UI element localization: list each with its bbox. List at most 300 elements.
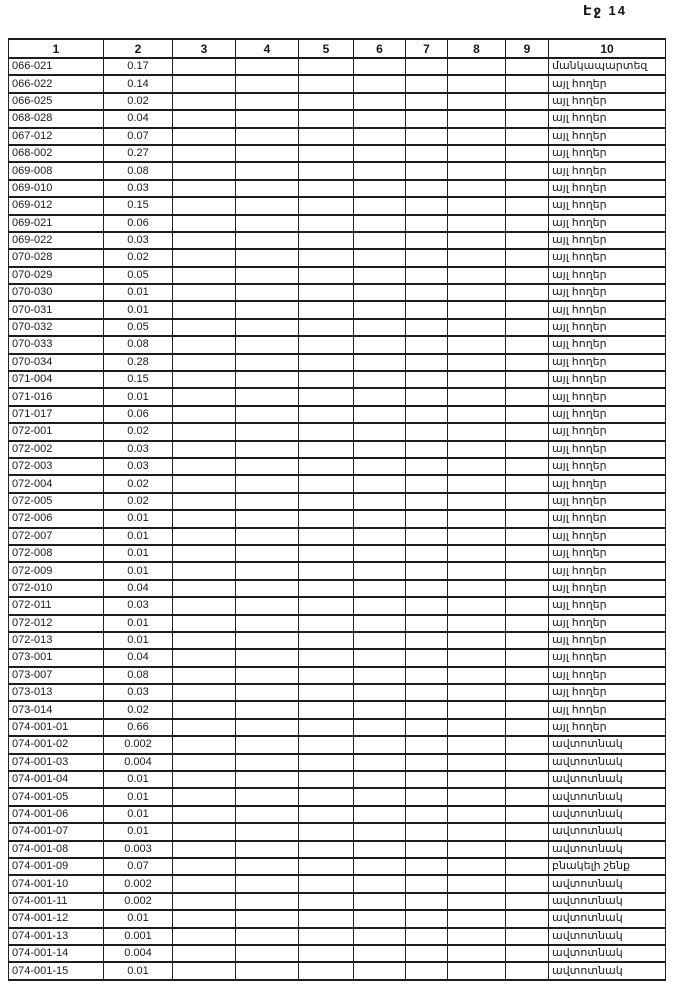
table-row xyxy=(9,145,666,162)
cell-empty-3 xyxy=(173,371,236,388)
cell-empty-4 xyxy=(236,301,299,318)
cell-empty-7 xyxy=(406,110,448,127)
cell-empty-5 xyxy=(299,632,354,649)
cell-empty-7 xyxy=(406,406,448,423)
cell-empty-5 xyxy=(299,301,354,318)
cell-empty-5 xyxy=(299,249,354,266)
cell-empty-8 xyxy=(448,910,506,927)
cell-empty-3 xyxy=(173,754,236,771)
cell-empty-5 xyxy=(299,215,354,232)
cell-empty-3 xyxy=(173,701,236,718)
cell-empty-7 xyxy=(406,615,448,632)
cell-empty-5 xyxy=(299,736,354,753)
cell-empty-4 xyxy=(236,75,299,92)
cell-empty-9 xyxy=(506,336,549,353)
cell-empty-7 xyxy=(406,875,448,892)
cell-empty-9 xyxy=(506,475,549,492)
cell-empty-3 xyxy=(173,75,236,92)
cell-empty-5 xyxy=(299,580,354,597)
table-row xyxy=(9,962,666,979)
cell-empty-8 xyxy=(448,475,506,492)
cell-empty-5 xyxy=(299,406,354,423)
cell-land-use: այլ հողեր xyxy=(549,110,666,127)
cell-empty-5 xyxy=(299,875,354,892)
cell-empty-5 xyxy=(299,128,354,145)
cell-land-use: այլ հողեր xyxy=(549,75,666,92)
cell-land-use: այլ հողեր xyxy=(549,510,666,527)
cell-empty-4 xyxy=(236,336,299,353)
cell-empty-8 xyxy=(448,580,506,597)
cell-empty-7 xyxy=(406,336,448,353)
cell-area-value: 0.03 xyxy=(104,684,173,701)
cell-empty-4 xyxy=(236,580,299,597)
cell-area-value: 0.01 xyxy=(104,771,173,788)
cell-empty-4 xyxy=(236,423,299,440)
cell-empty-6 xyxy=(354,180,406,197)
cell-area-value: 0.02 xyxy=(104,423,173,440)
cell-land-use: այլ հողեր xyxy=(549,371,666,388)
cell-empty-9 xyxy=(506,893,549,910)
cell-empty-3 xyxy=(173,336,236,353)
cell-parcel-code: 072-008 xyxy=(9,545,104,562)
cell-parcel-code: 073-013 xyxy=(9,684,104,701)
cell-land-use: այլ հողեր xyxy=(549,232,666,249)
cell-empty-4 xyxy=(236,354,299,371)
cell-empty-5 xyxy=(299,719,354,736)
cell-parcel-code: 074-001-08 xyxy=(9,841,104,858)
cell-empty-6 xyxy=(354,562,406,579)
cell-empty-3 xyxy=(173,649,236,666)
cell-empty-9 xyxy=(506,267,549,284)
cell-empty-7 xyxy=(406,528,448,545)
cell-empty-3 xyxy=(173,945,236,962)
cell-land-use: այլ հողեր xyxy=(549,301,666,318)
cell-empty-8 xyxy=(448,875,506,892)
table-row xyxy=(9,336,666,353)
cell-area-value: 0.07 xyxy=(104,128,173,145)
cell-land-use: այլ հողեր xyxy=(549,145,666,162)
cell-empty-9 xyxy=(506,388,549,405)
cell-parcel-code: 066-022 xyxy=(9,75,104,92)
cell-empty-8 xyxy=(448,701,506,718)
cell-empty-9 xyxy=(506,301,549,318)
cell-parcel-code: 074-001-05 xyxy=(9,788,104,805)
table-row xyxy=(9,893,666,910)
cell-empty-5 xyxy=(299,893,354,910)
cell-empty-7 xyxy=(406,249,448,266)
cell-land-use: ավտոտնակ xyxy=(549,754,666,771)
cell-land-use: ավտոտնակ xyxy=(549,788,666,805)
cell-empty-9 xyxy=(506,736,549,753)
table-row xyxy=(9,458,666,475)
cell-area-value: 0.28 xyxy=(104,354,173,371)
cell-empty-5 xyxy=(299,823,354,840)
table-row xyxy=(9,528,666,545)
cell-empty-6 xyxy=(354,232,406,249)
cell-parcel-code: 070-033 xyxy=(9,336,104,353)
cell-empty-3 xyxy=(173,597,236,614)
cell-empty-5 xyxy=(299,93,354,110)
table-row xyxy=(9,945,666,962)
cell-area-value: 0.66 xyxy=(104,719,173,736)
cell-empty-8 xyxy=(448,441,506,458)
cell-empty-8 xyxy=(448,215,506,232)
cell-empty-3 xyxy=(173,458,236,475)
cell-empty-4 xyxy=(236,249,299,266)
cell-area-value: 0.02 xyxy=(104,701,173,718)
cell-empty-6 xyxy=(354,267,406,284)
cell-empty-4 xyxy=(236,371,299,388)
table-row xyxy=(9,545,666,562)
cell-empty-7 xyxy=(406,945,448,962)
cell-area-value: 0.14 xyxy=(104,75,173,92)
cell-empty-4 xyxy=(236,110,299,127)
cell-empty-6 xyxy=(354,145,406,162)
cell-area-value: 0.01 xyxy=(104,301,173,318)
cell-empty-7 xyxy=(406,841,448,858)
cell-area-value: 0.07 xyxy=(104,858,173,875)
cell-empty-8 xyxy=(448,945,506,962)
table-row xyxy=(9,493,666,510)
table-row xyxy=(9,597,666,614)
cell-empty-9 xyxy=(506,197,549,214)
cell-land-use: այլ հողեր xyxy=(549,684,666,701)
cell-empty-4 xyxy=(236,58,299,75)
cell-land-use: այլ հողեր xyxy=(549,267,666,284)
cell-empty-8 xyxy=(448,319,506,336)
cell-empty-9 xyxy=(506,371,549,388)
cell-empty-7 xyxy=(406,597,448,614)
cell-empty-3 xyxy=(173,719,236,736)
cell-parcel-code: 072-007 xyxy=(9,528,104,545)
cell-empty-7 xyxy=(406,232,448,249)
cell-empty-9 xyxy=(506,597,549,614)
cell-empty-8 xyxy=(448,406,506,423)
cell-land-use: այլ հողեր xyxy=(549,545,666,562)
cell-empty-8 xyxy=(448,336,506,353)
cell-empty-3 xyxy=(173,545,236,562)
cell-land-use: այլ հողեր xyxy=(549,562,666,579)
cell-empty-9 xyxy=(506,754,549,771)
cell-empty-5 xyxy=(299,684,354,701)
cell-empty-4 xyxy=(236,93,299,110)
cell-empty-3 xyxy=(173,493,236,510)
cell-empty-5 xyxy=(299,284,354,301)
cell-land-use: այլ հողեր xyxy=(549,441,666,458)
cell-parcel-code: 071-016 xyxy=(9,388,104,405)
cell-empty-7 xyxy=(406,93,448,110)
column-header-3: 3 xyxy=(173,39,236,58)
cell-empty-6 xyxy=(354,528,406,545)
cell-land-use: այլ հողեր xyxy=(549,475,666,492)
table-row xyxy=(9,180,666,197)
cell-empty-9 xyxy=(506,928,549,945)
cell-parcel-code: 074-001-15 xyxy=(9,962,104,979)
cell-empty-7 xyxy=(406,649,448,666)
cell-empty-3 xyxy=(173,875,236,892)
cell-empty-8 xyxy=(448,841,506,858)
cell-empty-7 xyxy=(406,180,448,197)
cell-area-value: 0.06 xyxy=(104,215,173,232)
cell-empty-7 xyxy=(406,354,448,371)
cell-empty-4 xyxy=(236,823,299,840)
cell-parcel-code: 074-001-09 xyxy=(9,858,104,875)
cell-empty-7 xyxy=(406,510,448,527)
cell-empty-9 xyxy=(506,945,549,962)
cell-empty-5 xyxy=(299,510,354,527)
cell-empty-8 xyxy=(448,58,506,75)
cell-land-use: այլ հողեր xyxy=(549,197,666,214)
cell-empty-8 xyxy=(448,823,506,840)
cell-empty-6 xyxy=(354,736,406,753)
cell-land-use: ավտոտնակ xyxy=(549,962,666,979)
cell-empty-3 xyxy=(173,319,236,336)
cell-parcel-code: 069-012 xyxy=(9,197,104,214)
cell-empty-3 xyxy=(173,841,236,858)
cell-empty-7 xyxy=(406,736,448,753)
cell-empty-6 xyxy=(354,632,406,649)
table-row xyxy=(9,354,666,371)
cell-area-value: 0.004 xyxy=(104,754,173,771)
cell-empty-4 xyxy=(236,962,299,979)
cell-parcel-code: 073-014 xyxy=(9,701,104,718)
cell-empty-9 xyxy=(506,128,549,145)
cell-empty-4 xyxy=(236,388,299,405)
cell-land-use: այլ հողեր xyxy=(549,458,666,475)
cell-empty-9 xyxy=(506,284,549,301)
cell-empty-8 xyxy=(448,788,506,805)
cell-empty-8 xyxy=(448,267,506,284)
column-header-10: 10 xyxy=(549,39,666,58)
cell-area-value: 0.02 xyxy=(104,475,173,492)
cell-empty-5 xyxy=(299,562,354,579)
cell-empty-6 xyxy=(354,754,406,771)
cell-empty-7 xyxy=(406,771,448,788)
cell-empty-3 xyxy=(173,823,236,840)
cell-empty-4 xyxy=(236,597,299,614)
cell-empty-6 xyxy=(354,93,406,110)
cell-parcel-code: 072-006 xyxy=(9,510,104,527)
cell-empty-7 xyxy=(406,215,448,232)
column-header-9: 9 xyxy=(506,39,549,58)
cell-empty-8 xyxy=(448,249,506,266)
cell-parcel-code: 066-021 xyxy=(9,58,104,75)
cell-empty-7 xyxy=(406,719,448,736)
column-header-2: 2 xyxy=(104,39,173,58)
cell-empty-3 xyxy=(173,110,236,127)
cell-empty-4 xyxy=(236,215,299,232)
cell-empty-4 xyxy=(236,458,299,475)
cell-empty-8 xyxy=(448,928,506,945)
cell-parcel-code: 074-001-13 xyxy=(9,928,104,945)
cell-empty-7 xyxy=(406,701,448,718)
cell-empty-4 xyxy=(236,528,299,545)
cell-area-value: 0.04 xyxy=(104,649,173,666)
cell-empty-7 xyxy=(406,545,448,562)
table-row xyxy=(9,441,666,458)
cell-empty-7 xyxy=(406,58,448,75)
cell-parcel-code: 074-001-03 xyxy=(9,754,104,771)
cell-empty-9 xyxy=(506,962,549,979)
cell-land-use: այլ հողեր xyxy=(549,128,666,145)
cell-empty-9 xyxy=(506,615,549,632)
cell-area-value: 0.08 xyxy=(104,162,173,179)
cell-empty-9 xyxy=(506,93,549,110)
cell-area-value: 0.03 xyxy=(104,458,173,475)
cell-empty-6 xyxy=(354,841,406,858)
cell-parcel-code: 072-013 xyxy=(9,632,104,649)
cell-empty-9 xyxy=(506,423,549,440)
cell-area-value: 0.001 xyxy=(104,928,173,945)
cell-empty-5 xyxy=(299,423,354,440)
table-row xyxy=(9,649,666,666)
cell-land-use: ավտոտնակ xyxy=(549,823,666,840)
cell-empty-3 xyxy=(173,267,236,284)
cell-area-value: 0.02 xyxy=(104,249,173,266)
cell-empty-3 xyxy=(173,615,236,632)
table-row xyxy=(9,423,666,440)
cell-land-use: այլ հողեր xyxy=(549,180,666,197)
land-parcel-table xyxy=(8,38,666,981)
cell-land-use: ավտոտնակ xyxy=(549,736,666,753)
cell-empty-7 xyxy=(406,754,448,771)
cell-empty-6 xyxy=(354,249,406,266)
cell-empty-6 xyxy=(354,510,406,527)
cell-parcel-code: 068-028 xyxy=(9,110,104,127)
cell-land-use: մանկապարտեզ xyxy=(549,58,666,75)
cell-empty-5 xyxy=(299,701,354,718)
cell-parcel-code: 067-012 xyxy=(9,128,104,145)
cell-empty-6 xyxy=(354,910,406,927)
cell-empty-8 xyxy=(448,232,506,249)
cell-empty-6 xyxy=(354,615,406,632)
cell-empty-7 xyxy=(406,197,448,214)
cell-empty-7 xyxy=(406,788,448,805)
cell-empty-5 xyxy=(299,649,354,666)
cell-area-value: 0.01 xyxy=(104,510,173,527)
cell-empty-6 xyxy=(354,788,406,805)
table-header-row xyxy=(9,39,666,58)
table-row xyxy=(9,319,666,336)
cell-empty-6 xyxy=(354,475,406,492)
cell-empty-6 xyxy=(354,545,406,562)
cell-area-value: 0.01 xyxy=(104,632,173,649)
cell-empty-5 xyxy=(299,388,354,405)
cell-area-value: 0.02 xyxy=(104,493,173,510)
cell-empty-8 xyxy=(448,93,506,110)
cell-empty-5 xyxy=(299,545,354,562)
cell-empty-8 xyxy=(448,284,506,301)
cell-land-use: այլ հողեր xyxy=(549,336,666,353)
column-header-4: 4 xyxy=(236,39,299,58)
cell-empty-5 xyxy=(299,754,354,771)
cell-land-use: այլ հողեր xyxy=(549,93,666,110)
table-row xyxy=(9,406,666,423)
cell-empty-5 xyxy=(299,615,354,632)
cell-area-value: 0.01 xyxy=(104,388,173,405)
cell-empty-4 xyxy=(236,615,299,632)
cell-empty-3 xyxy=(173,806,236,823)
cell-land-use: այլ հողեր xyxy=(549,388,666,405)
cell-empty-4 xyxy=(236,145,299,162)
cell-land-use: այլ հողեր xyxy=(549,667,666,684)
cell-empty-9 xyxy=(506,667,549,684)
table-row xyxy=(9,754,666,771)
table-row xyxy=(9,719,666,736)
cell-empty-6 xyxy=(354,806,406,823)
cell-empty-3 xyxy=(173,771,236,788)
cell-empty-4 xyxy=(236,267,299,284)
table-row xyxy=(9,284,666,301)
cell-empty-8 xyxy=(448,754,506,771)
cell-empty-4 xyxy=(236,475,299,492)
cell-empty-5 xyxy=(299,493,354,510)
cell-parcel-code: 074-001-04 xyxy=(9,771,104,788)
cell-empty-8 xyxy=(448,893,506,910)
table-row xyxy=(9,249,666,266)
cell-parcel-code: 070-034 xyxy=(9,354,104,371)
cell-land-use: ավտոտնակ xyxy=(549,806,666,823)
table-row xyxy=(9,93,666,110)
cell-area-value: 0.03 xyxy=(104,597,173,614)
cell-empty-9 xyxy=(506,458,549,475)
cell-empty-6 xyxy=(354,580,406,597)
cell-empty-6 xyxy=(354,719,406,736)
cell-empty-3 xyxy=(173,736,236,753)
cell-empty-6 xyxy=(354,945,406,962)
cell-area-value: 0.01 xyxy=(104,562,173,579)
cell-empty-4 xyxy=(236,128,299,145)
table-row xyxy=(9,788,666,805)
cell-empty-3 xyxy=(173,788,236,805)
cell-parcel-code: 069-021 xyxy=(9,215,104,232)
cell-land-use: ավտոտնակ xyxy=(549,910,666,927)
cell-empty-6 xyxy=(354,962,406,979)
cell-empty-6 xyxy=(354,858,406,875)
cell-empty-5 xyxy=(299,945,354,962)
cell-land-use: այլ հողեր xyxy=(549,649,666,666)
cell-parcel-code: 074-001-11 xyxy=(9,893,104,910)
cell-empty-8 xyxy=(448,632,506,649)
cell-land-use: այլ հողեր xyxy=(549,249,666,266)
cell-empty-9 xyxy=(506,806,549,823)
cell-empty-9 xyxy=(506,441,549,458)
cell-empty-6 xyxy=(354,336,406,353)
cell-empty-6 xyxy=(354,354,406,371)
cell-empty-5 xyxy=(299,771,354,788)
cell-empty-5 xyxy=(299,232,354,249)
cell-empty-9 xyxy=(506,319,549,336)
cell-empty-9 xyxy=(506,841,549,858)
cell-empty-7 xyxy=(406,319,448,336)
column-header-8: 8 xyxy=(448,39,506,58)
cell-empty-5 xyxy=(299,928,354,945)
cell-area-value: 0.17 xyxy=(104,58,173,75)
cell-empty-3 xyxy=(173,423,236,440)
table-row xyxy=(9,267,666,284)
column-header-1: 1 xyxy=(9,39,104,58)
cell-empty-4 xyxy=(236,701,299,718)
cell-empty-3 xyxy=(173,684,236,701)
cell-area-value: 0.05 xyxy=(104,319,173,336)
cell-empty-9 xyxy=(506,110,549,127)
cell-empty-6 xyxy=(354,301,406,318)
cell-empty-7 xyxy=(406,145,448,162)
cell-area-value: 0.27 xyxy=(104,145,173,162)
cell-empty-3 xyxy=(173,667,236,684)
cell-empty-9 xyxy=(506,75,549,92)
cell-empty-4 xyxy=(236,493,299,510)
